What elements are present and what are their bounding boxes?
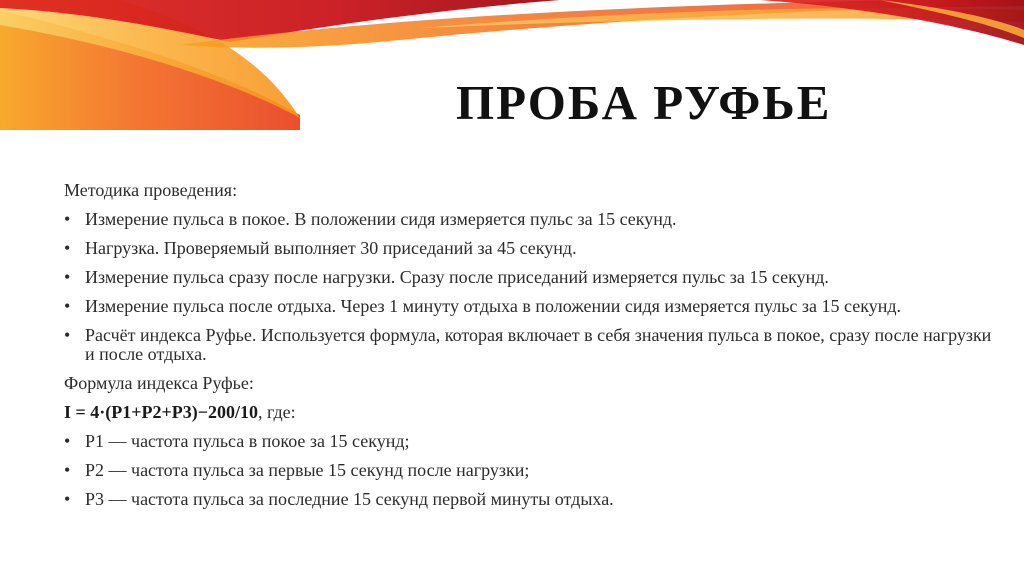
bullet-icon: •: [64, 489, 71, 509]
list-item-text: Измерение пульса после отдыха. Через 1 минуту отдыха в положении сидя измеряется пульс за 15 секунд.: [85, 296, 902, 316]
list-item: [64, 239, 994, 258]
bullet-icon: •: [64, 325, 71, 345]
list-item-text: Расчёт индекса Руфье. Используется формула, которая включает в себя значения пульса в покое, сразу после нагрузки и после отдыха.: [85, 325, 992, 364]
slide-body: [64, 181, 994, 519]
formula-heading: Формула индекса Руфье:: [64, 373, 254, 393]
list-item-text: Нагрузка. Проверяемый выполняет 30 приседаний за 45 секунд.: [85, 238, 577, 258]
list-item-text: P3 — частота пульса за последние 15 секунд первой минуты отдыха.: [85, 489, 614, 509]
bullet-icon: •: [64, 296, 71, 316]
bullet-icon: •: [64, 460, 71, 480]
list-item: [64, 210, 994, 229]
method-heading: Методика проведения:: [64, 180, 238, 200]
bullet-icon: •: [64, 209, 71, 229]
list-item: [64, 268, 994, 287]
formula-expression: I = 4·(P1+P2+P3)−200/10: [64, 402, 259, 422]
list-item: [64, 326, 994, 364]
list-item-text: Измерение пульса сразу после нагрузки. Сразу после приседаний измеряется пульс за 15 секунд.: [85, 267, 829, 287]
page-title: ПРОБА РУФЬЕ: [456, 75, 832, 130]
formula-line: [64, 403, 994, 422]
formula-suffix: , где:: [258, 402, 296, 422]
list-item: [64, 490, 994, 509]
list-item: [64, 461, 994, 480]
list-item-text: P2 — частота пульса за первые 15 секунд после нагрузки;: [85, 460, 530, 480]
variables-list: [64, 432, 994, 509]
list-item: [64, 432, 994, 451]
list-item-text: Измерение пульса в покое. В положении сидя измеряется пульс за 15 секунд.: [85, 209, 677, 229]
list-item: [64, 297, 994, 316]
bullet-icon: •: [64, 267, 71, 287]
list-item-text: P1 — частота пульса в покое за 15 секунд;: [85, 431, 410, 451]
method-steps-list: [64, 210, 994, 364]
bullet-icon: •: [64, 431, 71, 451]
bullet-icon: •: [64, 238, 71, 258]
